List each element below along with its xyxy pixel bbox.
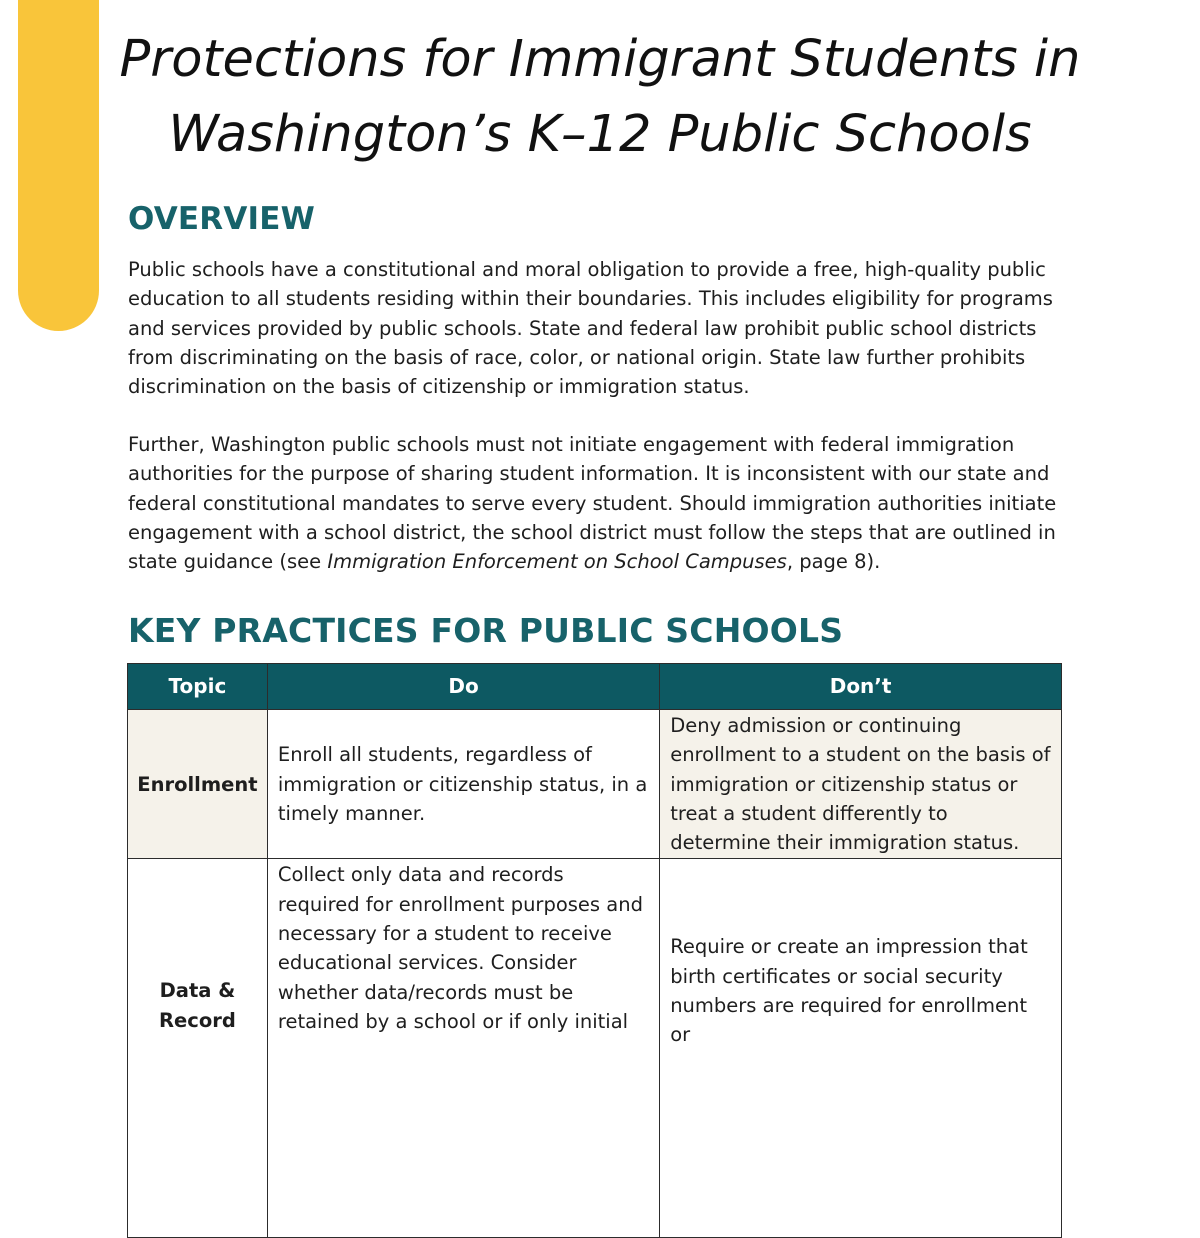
title-line-2: Washington’s K–12 Public Schools (168, 105, 1032, 164)
column-header-topic: Topic (128, 664, 268, 710)
column-header-dont: Don’t (660, 664, 1062, 710)
paragraph-2-text-end: , page 8). (786, 550, 881, 574)
topic-cell: Data & Record (128, 859, 268, 1238)
dont-cell: Require or create an impression that birth certificates or social security numbers are required for enrollment or (660, 859, 1062, 1238)
column-header-do: Do (267, 664, 659, 710)
table-row (128, 859, 1062, 1238)
paragraph-2-text-start: Further, Washington public schools must not initiate engagement with federal immigration authorities for the purpose of sharing student information. It is inconsistent with our state and federal constitutional mandates to serve every student. Should immigration authorities initiate engagement with a school district, the school district must follow the steps that are outlined in state guidance (see (128, 433, 1057, 574)
table-header-row (128, 664, 1062, 710)
overview-heading: OVERVIEW (128, 201, 316, 237)
table-row (128, 710, 1062, 859)
key-practices-heading: KEY PRACTICES FOR PUBLIC SCHOOLS (128, 611, 844, 650)
key-practices-table (127, 663, 1062, 1238)
page-title (0, 22, 1200, 172)
topic-cell: Enrollment (128, 710, 268, 859)
dont-cell: Deny admission or continuing enrollment to a student on the basis of immigration or citizenship status or treat a student differently to determine their immigration status. (660, 710, 1062, 859)
do-cell: Collect only data and records required for enrollment purposes and necessary for a student to receive educational services. Consider whether data/records must be retained by a school or if only initial (267, 859, 659, 1238)
title-line-1: Protections for Immigrant Students in (119, 30, 1081, 89)
overview-paragraph-2 (128, 430, 1058, 576)
do-cell: Enroll all students, regardless of immigration or citizenship status, in a timely manner. (267, 710, 659, 859)
guidance-document-title: Immigration Enforcement on School Campuses (327, 550, 787, 574)
overview-paragraph-1: Public schools have a constitutional and moral obligation to provide a free, high-quality public education to all students residing within their boundaries. This includes eligibility for programs and services provided by public schools. State and federal law prohibit public school districts from discriminating on the basis of race, color, or national origin. State law further prohibits discrimination on the basis of citizenship or immigration status. (128, 258, 1053, 399)
